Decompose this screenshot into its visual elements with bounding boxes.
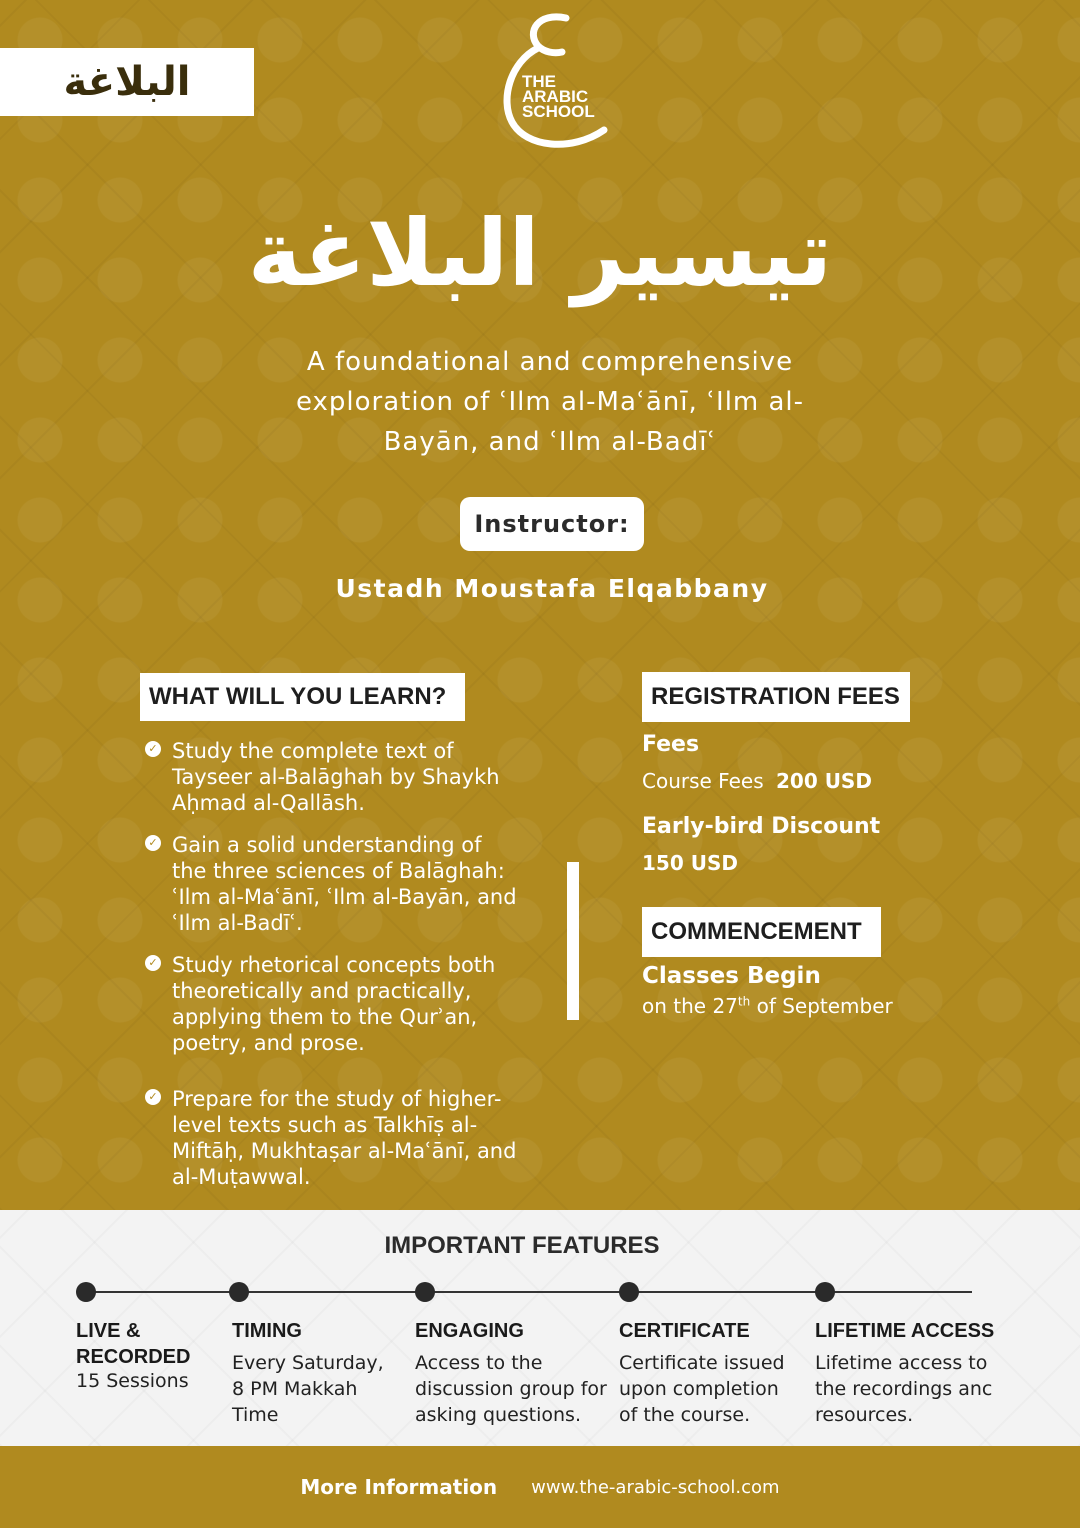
course-subtitle: A foundational and comprehensive exploration of ʿIlm al-Maʿānī, ʿIlm al-Bayān, and ʿIlm al-Badīʿ — [295, 347, 805, 457]
learn-list — [142, 738, 522, 1206]
early-bird-title: Early-bird Discount — [642, 814, 881, 839]
feature-lifetime-access — [815, 1318, 1005, 1428]
feature-title: TIMING — [232, 1320, 302, 1342]
course-fees — [642, 769, 872, 793]
feature-text: 15 Sessions — [76, 1370, 189, 1392]
learn-item: ✓ Study rhetorical concepts both theoretically and practically, applying them to the Qurʾan, poetry, and prose. — [142, 952, 522, 1056]
feature-engaging — [415, 1318, 615, 1428]
feature-timing — [232, 1318, 392, 1428]
instructor-name: Ustadh Moustafa Elqabbany — [335, 574, 769, 603]
timeline-dot — [815, 1282, 835, 1302]
logo-wordmark: THE ARABIC SCHOOL — [522, 72, 595, 121]
feature-title: ENGAGING — [415, 1320, 524, 1342]
start-date: on the 27th of September — [642, 994, 893, 1018]
course-fees-value: 200 USD — [775, 769, 872, 793]
website-link[interactable]: www.the-arabic-school.com — [531, 1476, 780, 1498]
learn-heading: WHAT WILL YOU LEARN? — [140, 673, 465, 721]
course-title-arabic: تيسير البلاغة — [247, 200, 833, 307]
features-heading: IMPORTANT FEATURES — [384, 1232, 660, 1259]
feature-certificate — [619, 1318, 801, 1428]
early-bird-value: 150 USD — [642, 851, 738, 875]
fees-heading: REGISTRATION FEES — [642, 672, 910, 722]
learn-item: ✓ Gain a solid understanding of the three sciences of Balāghah: ʿIlm al-Maʿānī, ʿIlm al-Bayān, and ʿIlm al-Badīʿ. — [142, 832, 522, 936]
feature-title: LIFETIME ACCESS — [815, 1320, 995, 1342]
feature-live-recorded — [76, 1318, 216, 1394]
learn-item: ✓ Prepare for the study of higher-level texts such as Talkhīṣ al-Miftāḥ, Mukhtaṣar al-Maʿānī, and al-Muṭawwal. — [142, 1086, 522, 1190]
more-information-label: More Information — [300, 1475, 498, 1499]
column-divider — [567, 862, 579, 1020]
features-section — [0, 1210, 1080, 1446]
learn-item: ✓ Study the complete text of Tayseer al-Balāghah by Shaykh Aḥmad al-Qallāsh. — [142, 738, 522, 816]
feature-title: CERTIFICATE — [619, 1320, 750, 1342]
feature-text: Lifetime access to the recordings anc resources. — [815, 1352, 993, 1426]
timeline-dot — [415, 1282, 435, 1302]
feature-text: Access to the discussion group for asking questions. — [415, 1352, 607, 1426]
check-icon: ✓ — [145, 1089, 161, 1105]
feature-title: LIVE & RECORDED — [76, 1320, 191, 1368]
instructor-label: Instructor: — [460, 497, 644, 551]
feature-text: Every Saturday, 8 PM Makkah Time — [232, 1352, 384, 1426]
feature-text: Certificate issued upon completion of the course. — [619, 1352, 785, 1426]
timeline-dot — [229, 1282, 249, 1302]
category-tag: البلاغة — [0, 48, 254, 116]
fees-title: Fees — [642, 732, 700, 757]
commencement-heading: COMMENCEMENT — [642, 907, 881, 957]
classes-begin-title: Classes Begin — [642, 963, 821, 989]
check-icon: ✓ — [145, 955, 161, 971]
timeline-dot — [76, 1282, 96, 1302]
footer-bar — [0, 1446, 1080, 1528]
timeline-dot — [619, 1282, 639, 1302]
school-logo — [498, 12, 616, 152]
check-icon: ✓ — [145, 741, 161, 757]
course-fees-label: Course Fees — [642, 769, 764, 793]
timeline-line — [86, 1291, 972, 1293]
check-icon: ✓ — [145, 835, 161, 851]
